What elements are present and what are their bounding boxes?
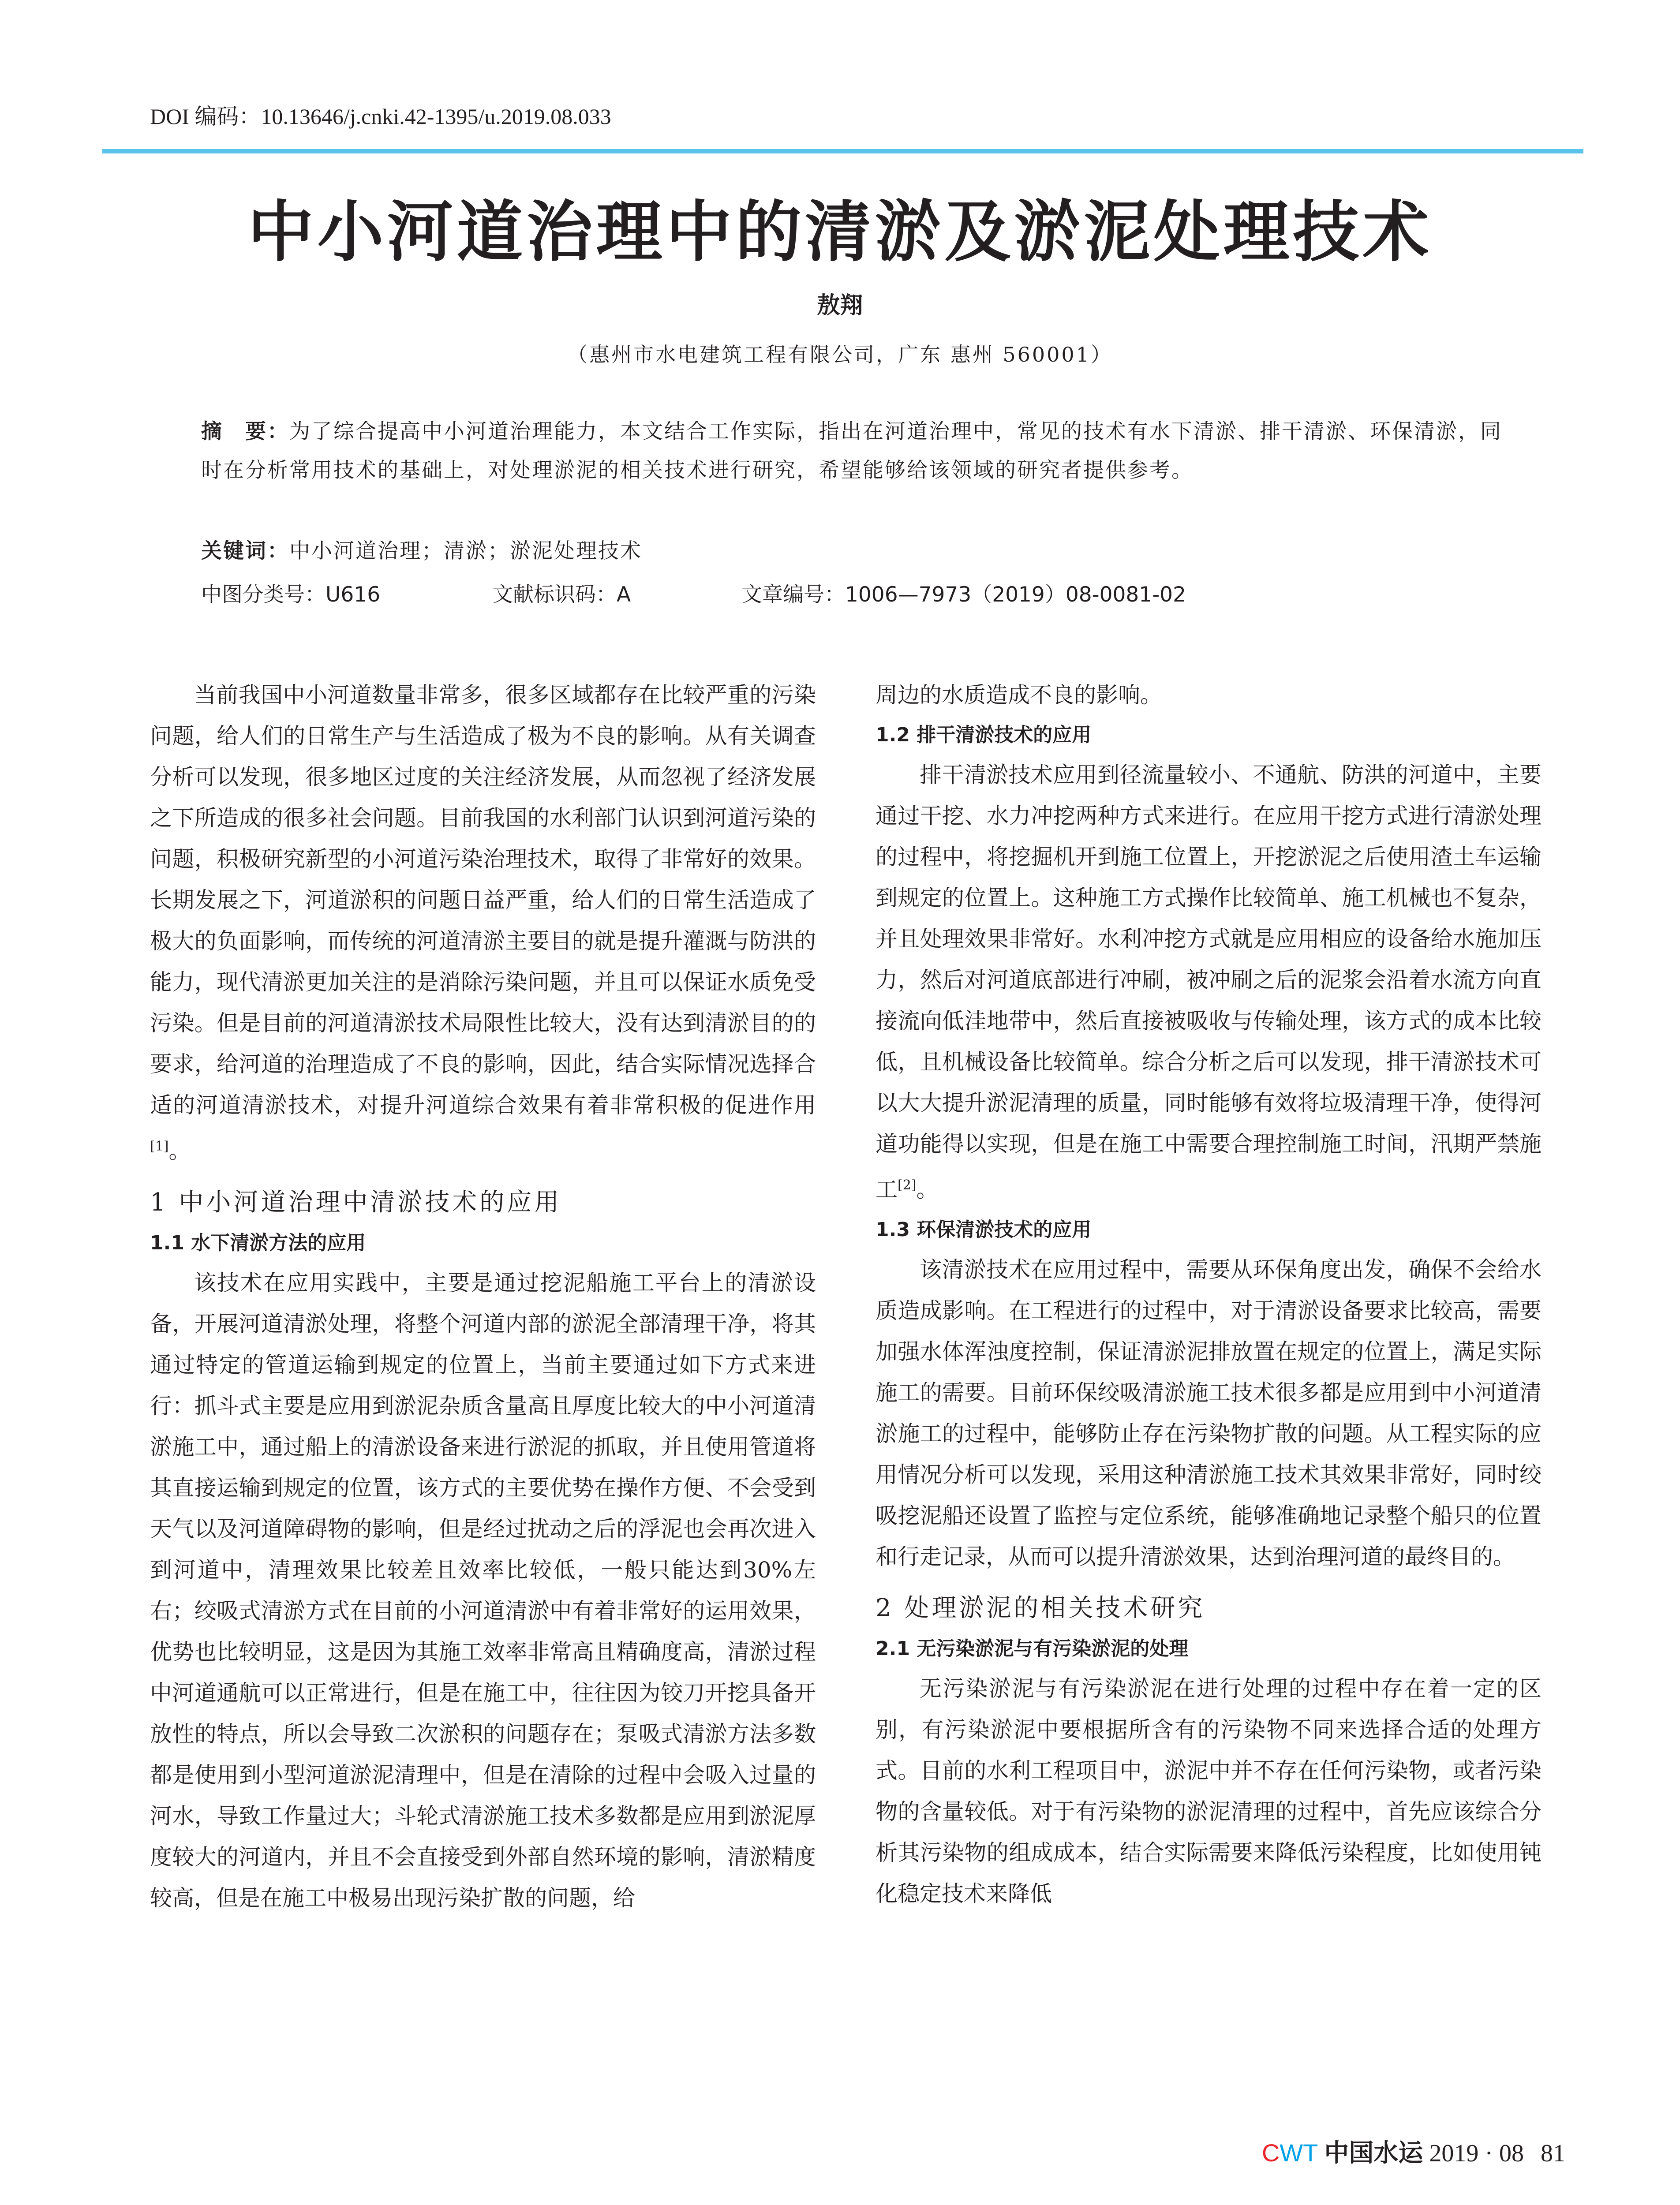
subsection-1-3-heading: 1.3 环保清淤技术的应用 xyxy=(876,1218,1092,1241)
continued-paragraph: 周边的水质造成不良的影响。 xyxy=(876,682,1162,708)
paragraph-2-1: 无污染淤泥与有污染淤泥在进行处理的过程中存在着一定的区别，有污染淤泥中要根据所含有的污染物不同来选择合适的处理方式。目前的水利工程项目中，淤泥中并不存在任何污染物，或者污染物的含量较低。对于有污染物的淤泥清理的过程中，首先应该综合分析其污染物的组成成本，结合实际需要来降低污染程度，比如使用钝化稳定技术来降低 xyxy=(876,1675,1542,1906)
page-number: 81 xyxy=(1541,2140,1565,2167)
intro-text: 当前我国中小河道数量非常多，很多区域都存在比较严重的污染问题，给人们的日常生产与生活造成了极为不良的影响。从有关调查分析可以发现，很多地区过度的关注经济发展，从而忽视了经济发展之下所造成的很多社会问题。目前我国的水利部门认识到河道污染的问题，积极研究新型的小河道污染治理技术，取得了非常好的效果。长期发展之下，河道淤积的问题日益严重，给人们的日常生活造成了极大的负面影响，而传统的河道清淤主要目的就是提升灌溉与防洪的能力，现代清淤更加关注的是消除污染问题，并且可以保证水质免受污染。但是目前的河道清淤技术局限性比较大，没有达到清淤目的的要求，给河道的治理造成了不良的影响，因此，结合实际情况选择合适的河道清淤技术，对提升河道综合效果有着非常积极的促进作用 xyxy=(150,682,816,1118)
subsection-1-2-heading: 1.2 排干清淤技术的应用 xyxy=(876,724,1092,746)
citation-2: [2] xyxy=(898,1177,917,1193)
document-code: 文献标识码：A xyxy=(492,583,631,607)
issue-date: 2019 · 08 xyxy=(1429,2140,1524,2167)
keywords xyxy=(201,534,1507,564)
paragraph-1-3: 该清淤技术在应用过程中，需要从环保角度出发，确保不会给水质造成影响。在工程进行的过程中，对于清淤设备要求比较高，需要加强水体浑浊度控制，保证清淤泥排放置在规定的位置上，满足实际施工的需要。目前环保绞吸清淤施工技术很多都是应用到中小河道清淤施工的过程中，能够防止存在污染物扩散的问题。从工程实际的应用情况分析可以发现，采用这种清淤施工技术其效果非常好，同时绞吸挖泥船还设置了监控与定位系统，能够准确地记录整个船只的位置和行走记录，从而可以提升清淤效果，达到治理河道的最终目的。 xyxy=(876,1256,1542,1570)
left-column xyxy=(150,675,816,1919)
subsection-2-1-heading: 2.1 无污染淤泥与有污染淤泥的处理 xyxy=(876,1637,1189,1660)
journal-brand: 中国水运 xyxy=(1324,2138,1423,2168)
doi-line: DOI 编码：10.13646/j.cnki.42-1395/u.2019.08.033 xyxy=(150,104,611,129)
cwt-logo: CWT xyxy=(1261,2139,1318,2167)
abstract-label: 摘 要： xyxy=(201,419,289,444)
page-footer xyxy=(1262,2134,1565,2169)
section-2-heading: 2 处理淤泥的相关技术研究 xyxy=(876,1593,1205,1622)
section-1-heading: 1 中小河道治理中清淤技术的应用 xyxy=(150,1188,562,1217)
abstract-text: 为了综合提高中小河道治理能力，本文结合工作实际，指出在河道治理中，常见的技术有水下清淤、排干清淤、环保清淤，同时在分析常用技术的基础上，对处理淤泥的相关技术进行研究，希望能够给该领域的研究者提供参考。 xyxy=(201,419,1502,482)
citation-1: [1] xyxy=(150,1139,169,1154)
paragraph-1-2-end: 。 xyxy=(916,1177,939,1203)
right-column xyxy=(876,675,1542,1914)
keywords-text: 中小河道治理；清淤；淤泥处理技术 xyxy=(289,539,642,563)
intro-paragraph xyxy=(150,675,816,1172)
header-rule xyxy=(102,149,1583,153)
article-number: 文章编号：1006—7973（2019）08-0081-02 xyxy=(741,583,1186,607)
intro-end: 。 xyxy=(168,1138,191,1164)
paragraph-1-2 xyxy=(876,755,1542,1211)
article-title: 中小河道治理中的清淤及淤泥处理技术 xyxy=(247,193,1433,271)
author-name: 敖翔 xyxy=(817,292,863,319)
author-affiliation: （惠州市水电建筑工程有限公司，广东 惠州 560001） xyxy=(567,343,1113,366)
subsection-1-1-heading: 1.1 水下清淤方法的应用 xyxy=(150,1231,366,1254)
clc-number: 中图分类号：U616 xyxy=(201,583,381,607)
abstract xyxy=(201,412,1507,490)
paragraph-1-1: 该技术在应用实践中，主要是通过挖泥船施工平台上的清淤设备，开展河道清淤处理，将整个河道内部的淤泥全部清理干净，将其通过特定的管道运输到规定的位置上，当前主要通过如下方式来进行：抓斗式主要是应用到淤泥杂质含量高且厚度比较大的中小河道清淤施工中，通过船上的清淤设备来进行淤泥的抓取，并且使用管道将其直接运输到规定的位置，该方式的主要优势在操作方便、不会受到天气以及河道障碍物的影响，但是经过扰动之后的浮泥也会再次进入到河道中，清理效果比较差且效率比较低，一般只能达到30%左右；绞吸式清淤方式在目前的小河道清淤中有着非常好的运用效果，优势也比较明显，这是因为其施工效率非常高且精确度高，清淤过程中河道通航可以正常进行，但是在施工中，往往因为铰刀开挖具备开放性的特点，所以会导致二次淤积的问题存在；泵吸式清淤方法多数都是使用到小型河道淤泥清理中，但是在清除的过程中会吸入过量的河水，导致工作量过大；斗轮式清淤施工技术多数都是应用到淤泥厚度较大的河道内，并且不会直接受到外部自然环境的影响，清淤精度较高，但是在施工中极易出现污染扩散的问题，给 xyxy=(150,1270,816,1911)
paragraph-1-2-text: 排干清淤技术应用到径流量较小、不通航、防洪的河道中，主要通过干挖、水力冲挖两种方式来进行。在应用干挖方式进行清淤处理的过程中，将挖掘机开到施工位置上，开挖淤泥之后使用渣土车运输到规定的位置上。这种施工方式操作比较简单、施工机械也不复杂，并且处理效果非常好。水利冲挖方式就是应用相应的设备给水施加压力，然后对河道底部进行冲刷，被冲刷之后的泥浆会沿着水流方向直接流向低洼地带中，然后直接被吸收与传输处理，该方式的成本比较低，且机械设备比较简单。综合分析之后可以发现，排干清淤技术可以大大提升淤泥清理的质量，同时能够有效将垃圾清理干净，使得河道功能得以实现，但是在施工中需要合理控制施工时间，汛期严禁施工 xyxy=(876,762,1542,1203)
keywords-label: 关键词： xyxy=(201,539,289,563)
